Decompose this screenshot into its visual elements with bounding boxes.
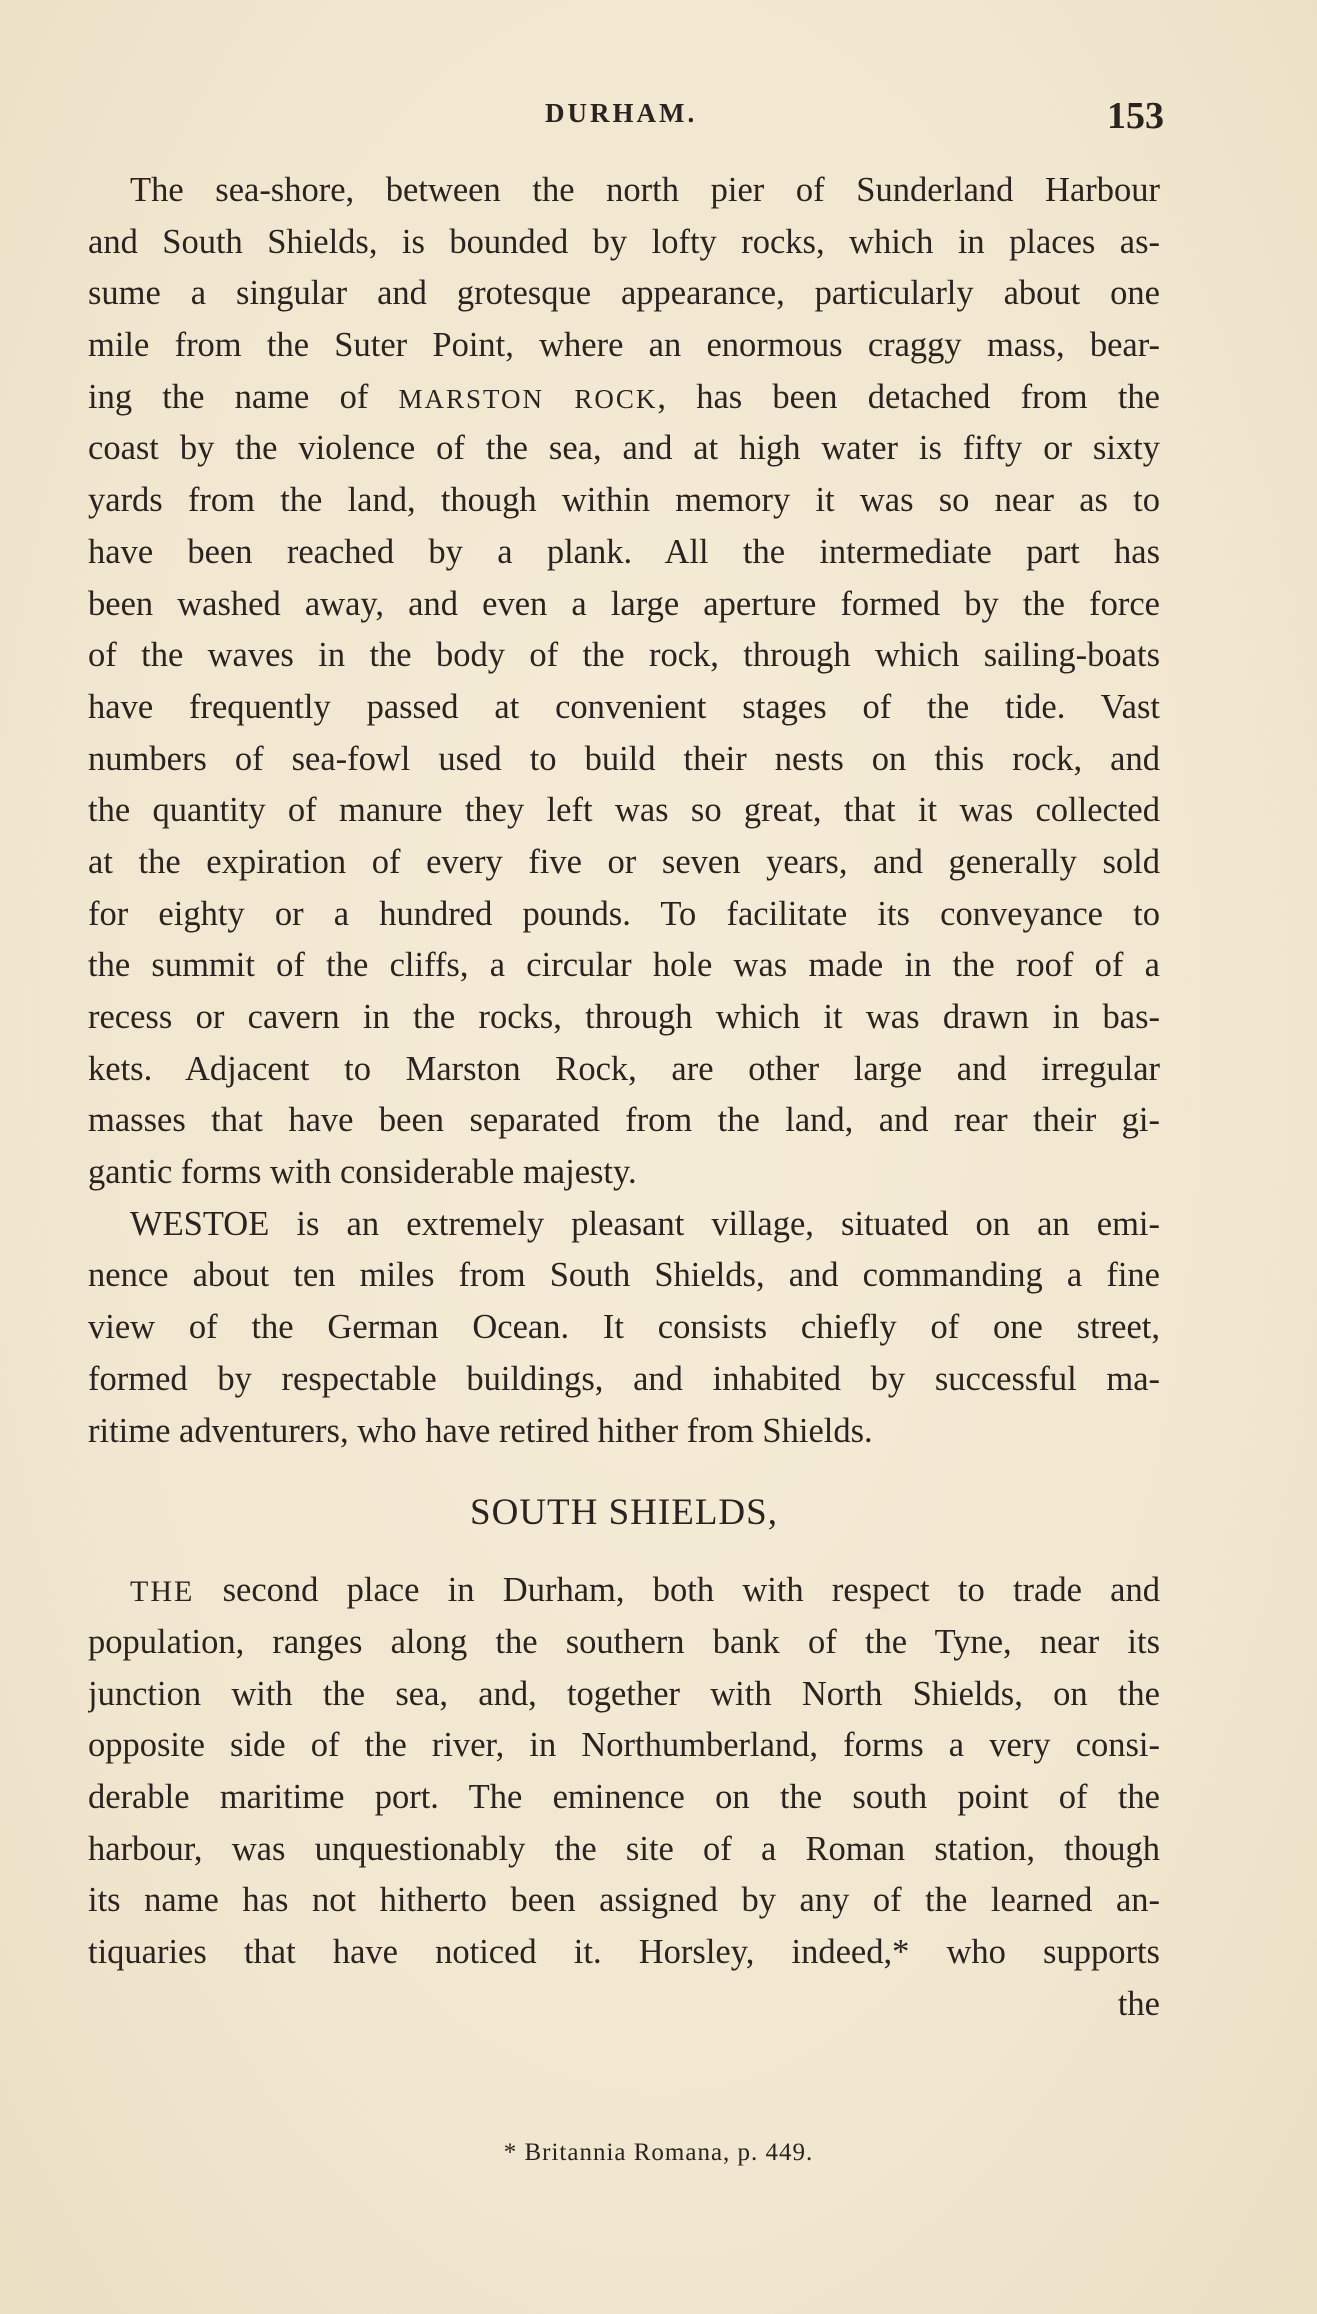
text-line: kets. Adjacent to Marston Rock, are other large and irregular <box>88 1049 1160 1088</box>
text-line: ritime adventurers, who have retired hither from Shields. <box>88 1411 873 1450</box>
text-line: tiquaries that have noticed it. Horsley, indeed,* who supports <box>88 1933 1160 1971</box>
page-number: 153 <box>1107 95 1164 137</box>
text-line: numbers of sea-fowl used to build their nests on this rock, and <box>88 739 1160 778</box>
text-line: at the expiration of every five or seven years, and generally sold <box>88 842 1160 881</box>
catchword: the <box>1117 1984 1160 2023</box>
text-line: coast by the violence of the sea, and at high water is fifty or sixty <box>88 429 1160 468</box>
text-line: have frequently passed at convenient stages of the tide. Vast <box>88 687 1160 726</box>
text-line: and South Shields, is bounded by lofty rocks, which in places as- <box>88 222 1160 261</box>
text-line: recess or cavern in the rocks, through which it was drawn in bas- <box>88 998 1160 1036</box>
body-text <box>88 165 1160 2030</box>
text-line: harbour, was unquestionably the site of a Roman station, though <box>88 1829 1160 1868</box>
text-line: mile from the Suter Point, where an enormous craggy mass, bear- <box>88 326 1160 365</box>
text-line: derable maritime port. The eminence on the south point of the <box>88 1777 1160 1816</box>
text-span: second place in Durham, both with respect to trade and <box>194 1571 1160 1610</box>
text-line: yards from the land, though within memory it was so near as to <box>88 481 1160 520</box>
section-heading: SOUTH SHIELDS, <box>470 1492 778 1534</box>
text-line: formed by respectable buildings, and inhabited by successful ma- <box>88 1359 1160 1398</box>
text-line: population, ranges along the southern bank of the Tyne, near its <box>88 1622 1160 1661</box>
text-line: the summit of the cliffs, a circular hole was made in the roof of a <box>88 946 1160 985</box>
text-line: The sea-shore, between the north pier of Sunderland Harbour <box>130 171 1160 209</box>
footnote: * Britannia Romana, p. 449. <box>503 2139 814 2166</box>
text-line: gantic forms with considerable majesty. <box>88 1153 637 1192</box>
text-line: its name has not hitherto been assigned by any of the learned an- <box>88 1881 1160 1920</box>
text-line: opposite side of the river, in Northumberland, forms a very consi- <box>88 1726 1160 1765</box>
text-line: the quantity of manure they left was so great, that it was collected <box>88 791 1160 830</box>
text-span: ing the name of <box>88 377 399 416</box>
text-line: masses that have been separated from the land, and rear their gi- <box>88 1101 1160 1140</box>
text-line: have been reached by a plank. All the intermediate part has <box>88 532 1160 571</box>
text-line <box>88 372 1160 424</box>
text-line: junction with the sea, and, together with North Shields, on the <box>88 1674 1160 1713</box>
text-line: of the waves in the body of the rock, through which sailing-boats <box>88 636 1160 675</box>
text-line: sume a singular and grotesque appearance, particularly about one <box>88 274 1160 313</box>
running-title: DURHAM. <box>545 98 698 128</box>
small-caps-name: MARSTON ROCK <box>398 383 658 414</box>
text-line: been washed away, and even a large aperture formed by the force <box>88 584 1160 623</box>
small-caps-opening: THE <box>130 1575 195 1609</box>
text-line: view of the German Ocean. It consists chiefly of one street, <box>88 1308 1160 1347</box>
text-line: WESTOE is an extremely pleasant village, situated on an emi- <box>130 1204 1160 1243</box>
text-line <box>88 1565 1160 1617</box>
text-line: for eighty or a hundred pounds. To facilitate its conveyance to <box>88 894 1160 933</box>
text-span: , has been detached from the <box>657 377 1160 416</box>
running-head <box>0 95 1317 138</box>
text-line: nence about ten miles from South Shields, and commanding a fine <box>88 1256 1160 1295</box>
